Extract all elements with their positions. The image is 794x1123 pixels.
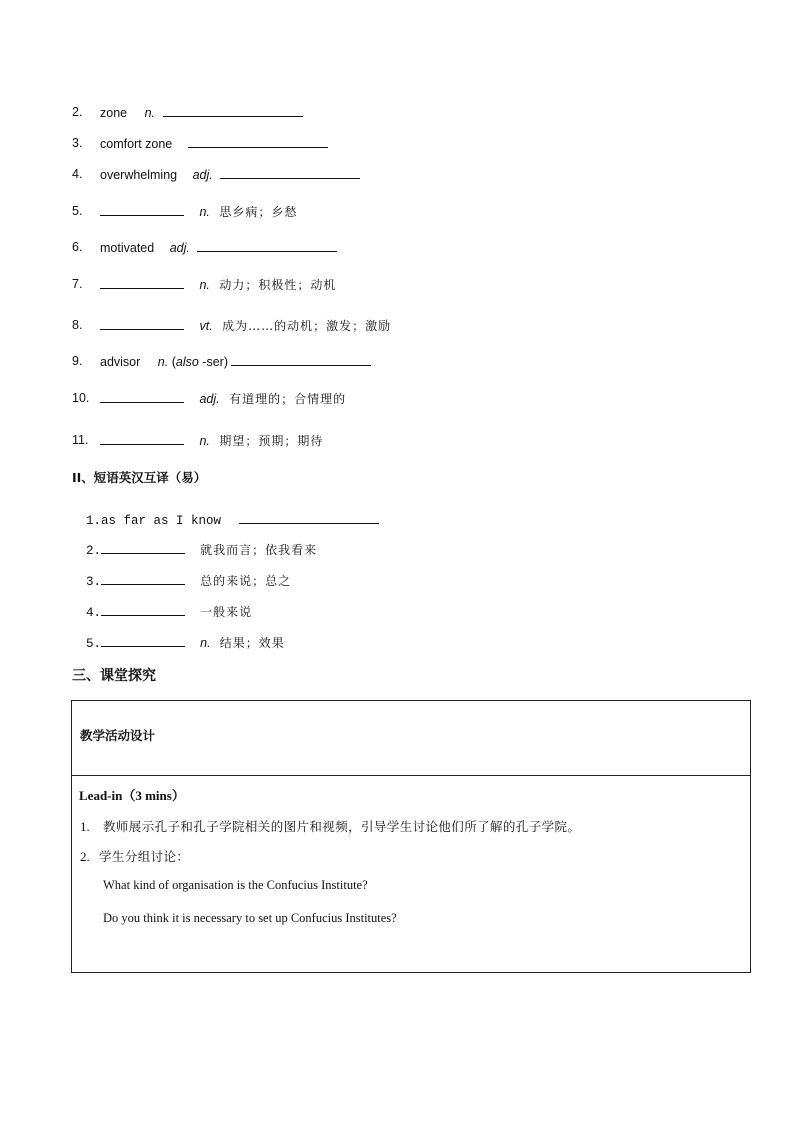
part-of-speech: n. <box>157 355 169 369</box>
table-divider <box>72 775 750 776</box>
part-of-speech: n. <box>200 636 211 650</box>
part-of-speech: adj. <box>199 392 220 406</box>
vocab-word: motivated <box>100 241 155 255</box>
answer-blank[interactable] <box>100 390 184 403</box>
chinese-meaning: 就我而言；依我看来 <box>200 543 318 557</box>
step-1: 1. 教师展示孔子和孔子学院相关的图片和视频，引导学生讨论他们所了解的孔子学院。 <box>80 819 581 834</box>
answer-blank[interactable] <box>100 276 184 289</box>
answer-blank[interactable] <box>100 432 184 445</box>
vocab-word: overwhelming <box>100 168 178 182</box>
discussion-question-2: Do you think it is necessary to set up Confucius Institutes? <box>103 911 397 925</box>
phrase-item-2: 2. 就我而言；依我看来 <box>86 543 318 558</box>
leadin-title: Lead-in（3 mins） <box>79 788 185 803</box>
answer-blank[interactable] <box>163 104 303 117</box>
part-of-speech: adj. <box>169 241 190 255</box>
part-of-speech: n. <box>199 278 210 292</box>
step-1-text: 教师展示孔子和孔子学院相关的图片和视频，引导学生讨论他们所了解的孔子学院。 <box>103 819 581 834</box>
answer-blank[interactable] <box>197 239 337 252</box>
table-header: 教学活动设计 <box>80 728 156 743</box>
answer-blank[interactable] <box>188 135 328 148</box>
chinese-meaning: 总的来说；总之 <box>200 574 292 588</box>
chinese-meaning: 一般来说 <box>200 605 253 619</box>
chinese-meaning: 思乡病；乡愁 <box>219 205 298 219</box>
chinese-meaning: 成为……的动机；激发；激励 <box>222 319 392 333</box>
part-of-speech: n. <box>199 205 210 219</box>
part-of-speech: n. <box>144 106 156 120</box>
part-of-speech: vt. <box>199 319 213 333</box>
variant-note-open: ( <box>171 355 176 369</box>
chinese-meaning: 结果；效果 <box>219 636 285 650</box>
answer-blank[interactable] <box>101 634 185 647</box>
variant-note: -ser) <box>198 355 228 369</box>
step-2-text: 学生分组讨论： <box>99 849 190 864</box>
phrase-item-5: 5. n. 结果；效果 <box>86 636 285 651</box>
answer-blank[interactable] <box>100 317 184 330</box>
phrase-item-4: 4. 一般来说 <box>86 605 253 620</box>
discussion-question-1: What kind of organisation is the Confucius Institute? <box>103 878 368 892</box>
answer-blank[interactable] <box>100 203 184 216</box>
vocab-word: zone <box>100 106 128 120</box>
answer-blank[interactable] <box>231 353 371 366</box>
answer-blank[interactable] <box>101 541 185 554</box>
variant-note-also: also <box>175 355 199 369</box>
answer-blank[interactable] <box>239 511 379 524</box>
part-of-speech: adj. <box>192 168 213 182</box>
vocab-word: advisor <box>100 355 141 369</box>
answer-blank[interactable] <box>220 166 360 179</box>
activity-table <box>71 700 751 973</box>
phrase-text: as far as I know <box>101 514 222 528</box>
section-3-title: 三、课堂探究 <box>72 668 156 684</box>
chinese-meaning: 期望；预期；期待 <box>219 434 324 448</box>
chinese-meaning: 有道理的；合情理的 <box>229 392 347 406</box>
step-2: 2. 学生分组讨论： <box>80 849 190 864</box>
part-of-speech: n. <box>199 434 210 448</box>
phrase-item-1: 1.as far as I know <box>86 511 379 529</box>
chinese-meaning: 动力；积极性；动机 <box>219 278 337 292</box>
answer-blank[interactable] <box>101 572 185 585</box>
vocab-word: comfort zone <box>100 137 173 151</box>
section-2-title: II、短语英汉互译（易） <box>72 470 207 485</box>
phrase-item-3: 3. 总的来说；总之 <box>86 574 292 589</box>
answer-blank[interactable] <box>101 603 185 616</box>
